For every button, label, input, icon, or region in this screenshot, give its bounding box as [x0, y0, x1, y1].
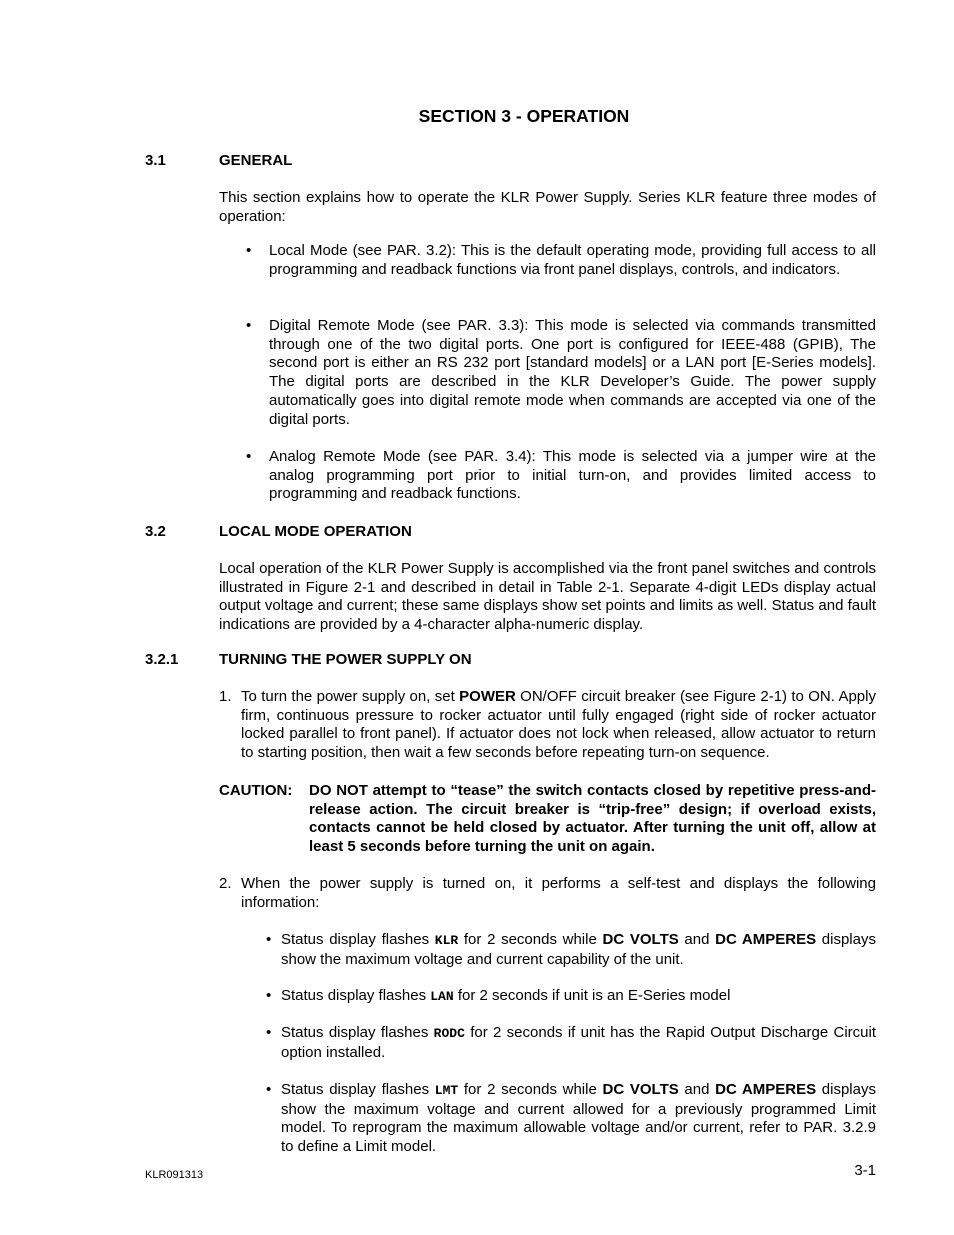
sub-bullet-rodc: Status display flashes RODC for 2 seconds if unit has the Rapid Output Discharge Circuit option installed.	[281, 1024, 876, 1061]
local-mode-paragraph: Local operation of the KLR Power Supply is accomplished via the front panel switches and controls illustrated in Figure 2-1 and described in detail in Table 2-1. Separate 4-digit LEDs display actual output voltage and current; these same displays show set points and limits as well. Status and fault indications are provided by a 4-character alpha-numeric display.	[219, 560, 876, 634]
bullet-icon: •	[266, 987, 272, 1004]
section-title: SECTION 3 - OPERATION	[418, 106, 630, 126]
sub-bullet-lmt: Status display flashes LMT for 2 seconds while DC VOLTS and DC AMPERES displays show the maximum voltage and current allowed for a previously programmed Limit model. To reprogram the maximum allowable voltage and/or current, refer to PAR. 3.2.9 to define a Limit model.	[281, 1081, 876, 1156]
heading-turning-on: TURNING THE POWER SUPPLY ON	[219, 651, 472, 668]
bullet-analog-remote: Analog Remote Mode (see PAR. 3.4): This mode is selected via a jumper wire at the analog programming port prior to initial turn-on, and provides limited access to programming and readback functions.	[269, 448, 876, 503]
sub-bullet-klr: Status display flashes KLR for 2 seconds while DC VOLTS and DC AMPERES displays show the maximum voltage and current capability of the unit.	[281, 931, 876, 968]
footer-page-number: 3-1	[854, 1162, 876, 1179]
step-2-text: When the power supply is turned on, it performs a self-test and displays the following information:	[241, 875, 876, 911]
heading-general: GENERAL	[219, 152, 293, 169]
bullet-local-mode: Local Mode (see PAR. 3.2): This is the default operating mode, providing full access to all programming and readback functions via front panel displays, controls, and indicators.	[269, 242, 876, 278]
footer-doc-id: KLR091313	[145, 1169, 204, 1181]
bullet-digital-remote: Digital Remote Mode (see PAR. 3.3): This mode is selected via commands transmitted through one of the two digital ports. One port is configured for IEEE-488 (GPIB), The second port is either an RS 232 port [standard models] or a LAN port [E-Series models]. The digital ports are described in the KLR Developer’s Guide. The power supply automatically goes into digital remote mode when commands are accepted via one of the digital ports.	[269, 317, 876, 428]
general-intro: This section explains how to operate the KLR Power Supply. Series KLR feature three modes of operation:	[219, 189, 876, 225]
sub-bullet-lan: Status display flashes LAN for 2 seconds if unit is an E-Series model	[281, 987, 731, 1004]
step-1-text: To turn the power supply on, set POWER ON/OFF circuit breaker (see Figure 2-1) to ON. Apply firm, continuous pressure to rocker actuator until fully engaged (right side of rocker actuator locked parallel to front panel). If actuator does not lock when released, allow actuator to return to starting position, then wait a few seconds before repeating turn-on sequence.	[241, 688, 876, 762]
bullet-icon: •	[266, 931, 272, 948]
heading-number-3-2-1: 3.2.1	[145, 651, 179, 668]
heading-local-mode: LOCAL MODE OPERATION	[219, 523, 412, 540]
bullet-icon: •	[266, 1081, 272, 1098]
caution-label: CAUTION:	[219, 782, 293, 799]
power-label: POWER	[459, 688, 516, 705]
bullet-icon: •	[266, 1024, 272, 1041]
bullet-icon: •	[246, 242, 252, 259]
bullet-icon: •	[246, 448, 252, 465]
bullet-icon: •	[246, 317, 252, 334]
step-number: 1.	[219, 688, 232, 705]
heading-number-3-2: 3.2	[145, 523, 166, 540]
step-number: 2.	[219, 875, 232, 892]
caution-text: DO NOT attempt to “tease” the switch contacts closed by repetitive press-and-release action. The circuit breaker is “trip-free” design; if overload exists, contacts cannot be held closed by actuator. After turning the unit off, allow at least 5 seconds before turning the unit on again.	[309, 782, 876, 856]
heading-number-3-1: 3.1	[145, 152, 166, 169]
